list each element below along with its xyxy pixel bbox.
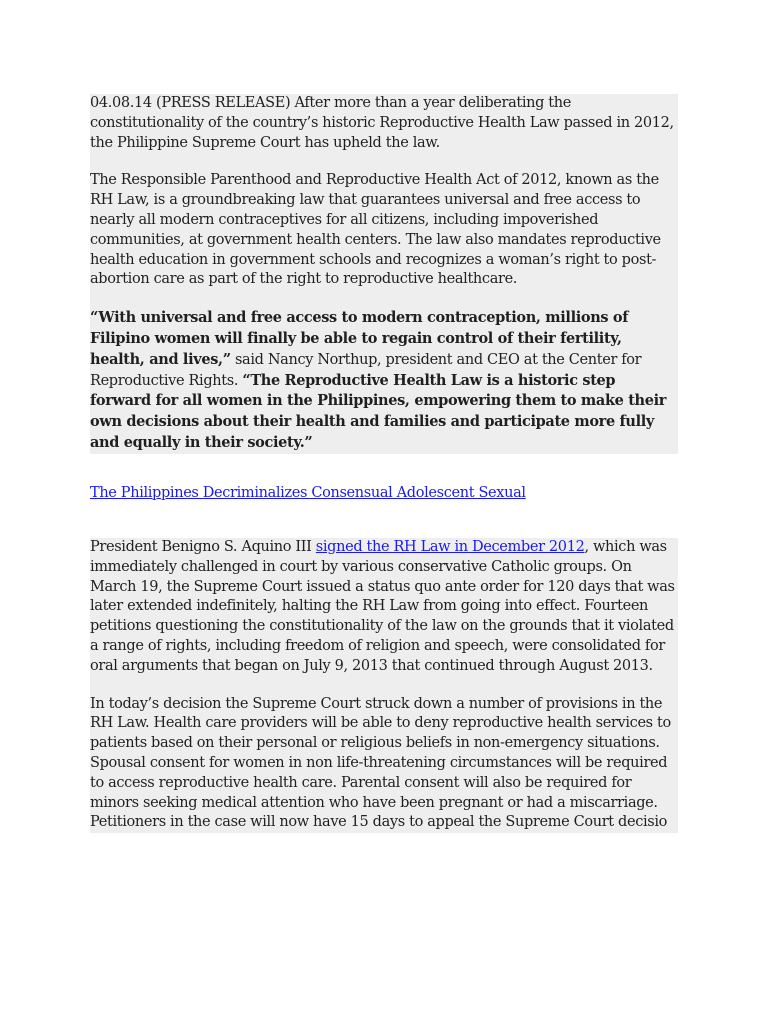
paragraph-gap bbox=[90, 677, 678, 695]
paragraph-gap bbox=[90, 290, 678, 308]
aquino-paragraph bbox=[90, 538, 678, 677]
northup-quote-2: “The Reproductive Health Law is a historic step forward for all women in the Philippines, empowering them to make their own decisions about their health and families and participate more fully and equally in their society.” bbox=[90, 371, 667, 451]
aquino-text-start: President Benigno S. Aquino III bbox=[90, 539, 316, 555]
signed-rh-law-link[interactable]: signed the RH Law in December 2012 bbox=[315, 539, 585, 555]
rh-act-paragraph: The Responsible Parenthood and Reproductive Health Act of 2012, known as the RH Law, is a groundbreaking law that guarantees universal and free access to nearly all modern contraceptives for all citizens, including impoverished communities, at government health centers. The law also mandates reproductive health education in government schools and recognizes a woman’s right to post-abortion care as part of the right to reproductive healthcare. bbox=[90, 172, 661, 288]
quote-attribution: said Nancy Northup, president and CEO at the Center for Reproductive Rights. bbox=[90, 351, 642, 389]
related-article-link[interactable]: The Philippines Decriminalizes Consensual Adolescent Sexual bbox=[90, 485, 526, 501]
press-release-paragraph: 04.08.14 (PRESS RELEASE) After more than a year deliberating the constitutionality of the country’s historic Reproductive Health Law passed in 2012, the Philippine Supreme Court has upheld the law. bbox=[90, 95, 674, 151]
article-body-block bbox=[90, 538, 678, 833]
northup-quote-1: “With universal and free access to modern contraception, millions of Filipino women will finally be able to regain control of their fertility, health, and lives,” bbox=[90, 309, 629, 368]
related-link-block bbox=[90, 484, 678, 504]
aquino-text-rest: , which was immediately challenged in court by various conservative Catholic groups. On March 19, the Supreme Court issued a status quo ante order for 120 days that was later extended indefinitely, halting the RH Law from going into effect. Fourteen petitions questioning the constitutionality of the law on the grounds that it violated a range of rights, including freedom of religion and speech, were consolidated for oral arguments that began on July 9, 2013 that continued through August 2013. bbox=[90, 539, 675, 674]
quote-paragraph bbox=[90, 308, 678, 454]
article-intro-block bbox=[90, 94, 678, 454]
paragraph-gap bbox=[90, 153, 678, 171]
decision-paragraph: In today’s decision the Supreme Court struck down a number of provisions in the RH Law. Health care providers will be able to deny reproductive health services to patients based on their personal or religious beliefs in non-emergency situations. Spousal consent for women in non life-threatening circumstances will be required to access reproductive health care. Parental consent will also be required for minors seeking medical attention who have been pregnant or had a miscarriage. Petitioners in the case will now have 15 days to appeal the Supreme Court decisio bbox=[90, 695, 671, 831]
